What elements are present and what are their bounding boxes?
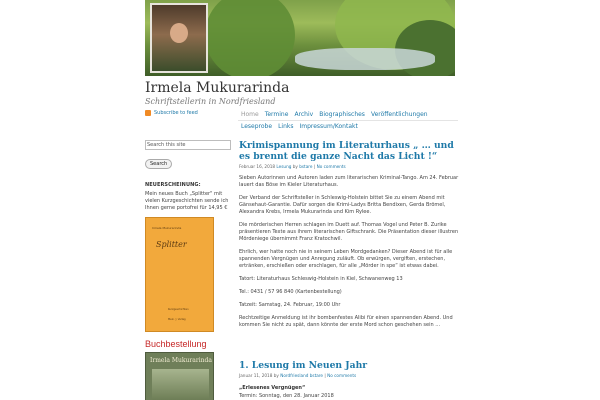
event-title: „Erlesenes Vergnügen“ — [239, 385, 306, 391]
post-krimispannung — [239, 140, 459, 329]
post-date: Februar 16, 2018 — [239, 164, 276, 169]
post-author[interactable]: bstare — [299, 164, 313, 169]
header-tree — [205, 0, 295, 76]
new-release-text: Mein neues Buch „Splitter" mit vielen Kurzgeschichten sende ich Ihnen gerne portofrei für 14,95 € — [145, 191, 229, 211]
post-meta-by: by — [273, 373, 279, 378]
nav-item-archiv[interactable]: Archiv — [294, 111, 314, 118]
site-title[interactable]: Irmela Mukurarinda — [145, 80, 290, 96]
post-paragraph: Tel.: 0431 / 57 96 840 (Kartenbestellung) — [239, 289, 342, 295]
portrait-face — [170, 23, 188, 43]
post-meta-sep: | — [313, 164, 316, 169]
nav-item-leseprobe[interactable]: Leseprobe — [241, 123, 273, 130]
post-comments-link[interactable]: No comments — [327, 373, 357, 378]
author-portrait — [150, 3, 208, 73]
post-author[interactable]: bstare — [309, 373, 323, 378]
subscribe-feed-label[interactable]: Subscribe to feed — [154, 110, 198, 116]
post-category[interactable]: Lesung — [276, 164, 292, 169]
nav-item-home[interactable]: Home — [241, 111, 259, 118]
search-input[interactable]: Search this site — [145, 140, 231, 150]
rss-icon — [145, 110, 151, 116]
site-description: Schriftstellerin in Nordfriesland — [145, 97, 276, 106]
header-stream — [295, 48, 435, 70]
nav-item-termine[interactable]: Termine — [264, 111, 289, 118]
nav-divider — [238, 120, 458, 121]
post-paragraph: Tatort: Literaturhaus Schleswig-Holstein in Kiel, Schwanenweg 13 — [239, 276, 403, 282]
nav-item-links[interactable]: Links — [278, 123, 294, 130]
cover-publisher: Mein ○ Verlag — [168, 318, 186, 321]
main-navigation — [238, 109, 458, 133]
new-release-heading: NEUERSCHEINUNG: — [145, 182, 201, 188]
sidebar — [145, 140, 230, 364]
cover-author: Irmela Mukurarinda — [152, 226, 182, 230]
nav-row — [238, 109, 458, 133]
post-erste-lesung — [239, 360, 459, 400]
book-cover-second[interactable] — [145, 352, 214, 400]
post-paragraph: Ehrlich, wer hatte noch nie in seinem Leben Mordgedanken? Dieser Abend ist für alle spannenden Vergnügen und Anregung zuläuft. Ob erwürgen, vergiften, erstechen, ertränken, erschießen oder erschlagen, für alle „Mörder in spe“ ist etwas dabei. — [239, 249, 453, 269]
post-category[interactable]: Nordfriesland — [280, 373, 309, 378]
book-cover-splitter[interactable] — [145, 217, 214, 332]
post-date: Januar 11, 2018 — [239, 373, 273, 378]
post-event-date: Termin: Sonntag, den 28. Januar 2018 — [239, 393, 334, 399]
post-paragraph: Sieben Autorinnen und Autoren laden zum literarischen Kriminal-Tango. Am 24. Februar lauert das Böse im Kieler Literaturhaus. — [239, 175, 459, 188]
cover-subtitle: Kurzgeschichten — [168, 308, 189, 311]
nav-item-biographisches[interactable]: Biographisches — [319, 111, 365, 118]
post-meta — [239, 373, 459, 378]
post-meta — [239, 164, 459, 169]
post-paragraph: Der Verband der Schriftsteller in Schleswig-Holstein bittet Sie zu einem Abend mit Gänsehaut-Garantie. Dafür sorgen die Krimi-Ladys Britta Bendixen, Gerda Brömel, Alexandra Krebs, Irmela Mukurarinda und Kim Rylee. — [239, 195, 446, 215]
post-comments-link[interactable]: No comments — [316, 164, 346, 169]
search-button[interactable]: Search — [145, 159, 172, 169]
book2-title: Irmela Mukurarinda — [150, 357, 212, 364]
book2-image — [152, 369, 209, 400]
buchbestellung-heading[interactable]: Buchbestellung — [145, 339, 207, 349]
subscribe-feed-link[interactable] — [145, 110, 198, 116]
nav-item-impressum[interactable]: Impressum/Kontakt — [299, 123, 358, 130]
post-event-title — [239, 385, 459, 392]
header-image — [145, 0, 455, 76]
post-title[interactable]: 1. Lesung im Neuen Jahr — [239, 360, 368, 371]
post-meta-sep: | — [324, 373, 326, 378]
post-paragraph: Tatzeit: Samstag, 24. Februar, 19:00 Uhr — [239, 302, 341, 308]
nav-item-veroeffentlichungen[interactable]: Veröffentlichungen — [370, 111, 428, 118]
cover-title: Splitter — [156, 240, 187, 249]
post-title[interactable]: Krimispannung im Literaturhaus „ … und es brennt die ganze Nacht das Licht !“ — [239, 140, 454, 162]
post-paragraph: Die mörderischen Herren schlagen im Duett auf. Thomas Vogel und Peter B. Zurike präsentieren Texte aus ihrem literarischen Giftschrank. Die Präsentation dieser illustren Mördeniege übernimmt Franz Kratochwil. — [239, 222, 459, 242]
post-meta-by: by — [292, 164, 298, 169]
post-paragraph: Rechtzeitige Anmeldung ist ihr bombenfestes Alibi für einen spannenden Abend. Und kommen Sie nicht zu spät, dann könnte der erste Mord schon geschehen sein … — [239, 315, 453, 328]
